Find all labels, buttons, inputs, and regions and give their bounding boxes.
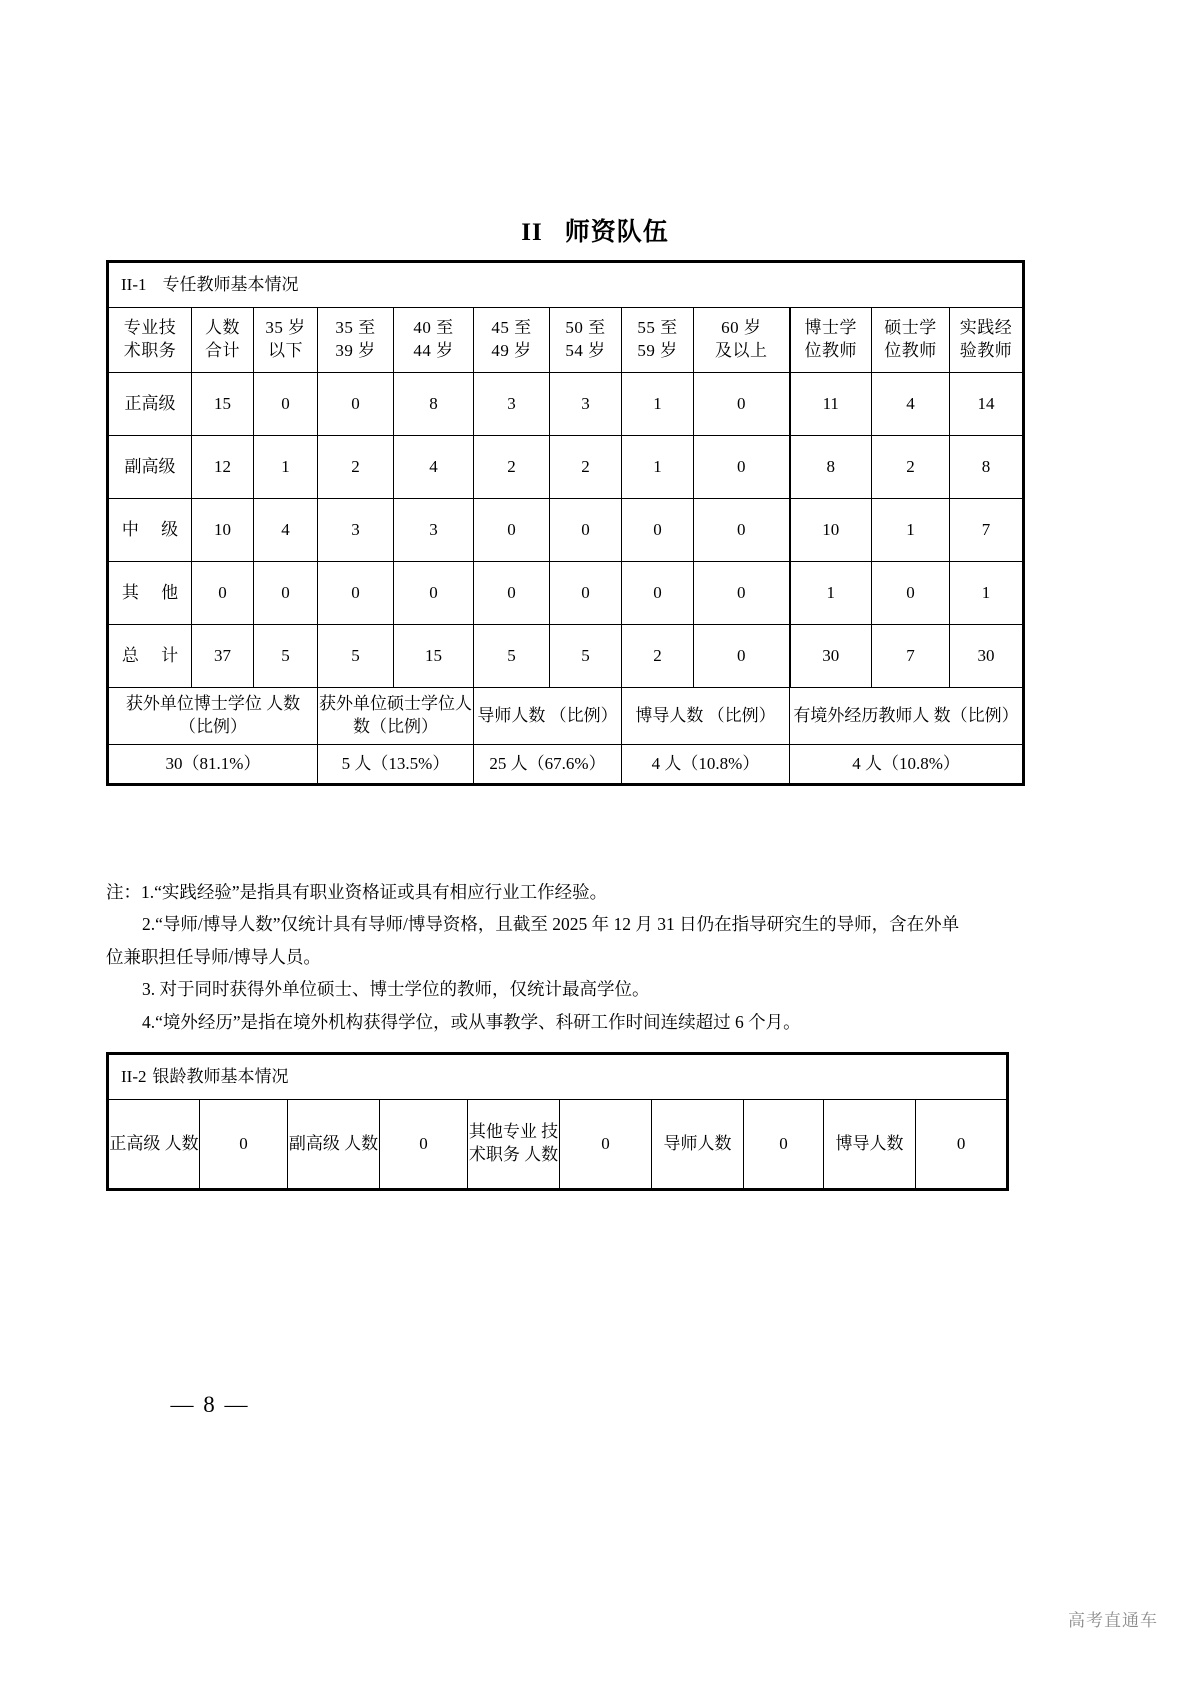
cell-50-54: 5 bbox=[550, 625, 622, 688]
label-line1: 博导人数 bbox=[835, 1133, 904, 1153]
cell-35-39: 5 bbox=[318, 625, 394, 688]
summary-header-overseas bbox=[790, 688, 1024, 745]
row-label: 其 他 bbox=[108, 562, 192, 625]
cell-under35: 4 bbox=[254, 499, 318, 562]
cell-60plus: 0 bbox=[694, 562, 790, 625]
table-ii-1-caption bbox=[108, 262, 1024, 308]
cell-under35: 1 bbox=[254, 436, 318, 499]
cell-practical: 30 bbox=[950, 625, 1024, 688]
col-header-practical bbox=[950, 308, 1024, 373]
table-ii-2 bbox=[106, 1052, 1009, 1191]
cell-50-54: 0 bbox=[550, 499, 622, 562]
col-header-line1: 50 至 bbox=[565, 318, 606, 338]
label-other-title-count bbox=[468, 1100, 560, 1190]
cell-masters: 2 bbox=[872, 436, 950, 499]
table-ii-2-data-row bbox=[108, 1100, 1008, 1190]
summary-header-external-doctorate bbox=[108, 688, 318, 745]
col-header-line2: 术职务 bbox=[123, 341, 177, 360]
summary-header-row bbox=[108, 688, 1024, 745]
cell-total: 0 bbox=[192, 562, 254, 625]
col-header-line1: 45 至 bbox=[491, 318, 532, 338]
col-header-age-60plus bbox=[694, 308, 790, 373]
summary-value-overseas: 4 人（10.8%） bbox=[790, 745, 1024, 785]
col-header-age-under35 bbox=[254, 308, 318, 373]
cell-masters: 1 bbox=[872, 499, 950, 562]
summary-value-external-masters: 5 人（13.5%） bbox=[318, 745, 474, 785]
table-ii-1-caption-text: 专任教师基本情况 bbox=[162, 274, 299, 294]
table-ii-2-caption-id: II-2 bbox=[121, 1066, 147, 1086]
summary-header-line1: 导师人数 bbox=[477, 705, 546, 725]
note-line-2: 2.“导师/博导人数”仅统计具有导师/博导资格，且截至 2025 年 12 月 31 日仍在指导研究生的导师，含在外单 bbox=[142, 914, 960, 935]
cell-doctorate: 8 bbox=[790, 436, 872, 499]
cell-45-49: 0 bbox=[474, 499, 550, 562]
table-row bbox=[108, 499, 1024, 562]
cell-under35: 0 bbox=[254, 373, 318, 436]
cell-doctorate: 10 bbox=[790, 499, 872, 562]
summary-header-line1: 获外单位博士学位 bbox=[125, 694, 262, 714]
col-header-title bbox=[108, 308, 192, 373]
col-header-line1: 实践经 bbox=[959, 318, 1013, 338]
col-header-line1: 40 至 bbox=[413, 318, 454, 338]
cell-60plus: 0 bbox=[694, 373, 790, 436]
cell-masters: 7 bbox=[872, 625, 950, 688]
summary-header-line2: （比例） bbox=[549, 705, 618, 725]
table-ii-1-notes bbox=[106, 876, 1036, 1038]
cell-40-44: 8 bbox=[394, 373, 474, 436]
cell-40-44: 4 bbox=[394, 436, 474, 499]
cell-masters: 4 bbox=[872, 373, 950, 436]
cell-total: 15 bbox=[192, 373, 254, 436]
cell-50-54: 2 bbox=[550, 436, 622, 499]
cell-doctorate: 1 bbox=[790, 562, 872, 625]
value-other-title-count: 0 bbox=[560, 1100, 652, 1190]
cell-doctorate: 11 bbox=[790, 373, 872, 436]
cell-45-49: 0 bbox=[474, 562, 550, 625]
cell-40-44: 0 bbox=[394, 562, 474, 625]
cell-practical: 1 bbox=[950, 562, 1024, 625]
table-ii-2-caption-row bbox=[108, 1054, 1008, 1100]
summary-value-phd-supervisors: 4 人（10.8%） bbox=[622, 745, 790, 785]
label-line2: 人数 bbox=[164, 1133, 199, 1153]
col-header-line1: 60 岁 bbox=[721, 318, 762, 338]
table-ii-1-caption-id: II-1 bbox=[121, 274, 147, 294]
label-line2: 技术职务 bbox=[468, 1122, 559, 1164]
summary-header-line2: 数（比例） bbox=[933, 705, 1019, 725]
cell-60plus: 0 bbox=[694, 436, 790, 499]
note-line-4: 3. 对于同时获得外单位硕士、博士学位的教师，仅统计最高学位。 bbox=[142, 979, 650, 1000]
table-row-total bbox=[108, 625, 1024, 688]
note-line-5: 4.“境外经历”是指在境外机构获得学位，或从事教学、科研工作时间连续超过 6 个月。 bbox=[142, 1011, 801, 1032]
value-senior-professor-count: 0 bbox=[200, 1100, 288, 1190]
label-line1: 正高级 bbox=[109, 1133, 161, 1153]
label-line1: 副高级 bbox=[288, 1133, 340, 1153]
cell-45-49: 2 bbox=[474, 436, 550, 499]
col-header-line2: 59 岁 bbox=[637, 341, 678, 360]
value-phd-supervisor-count: 0 bbox=[916, 1100, 1008, 1190]
summary-value-external-doctorate: 30（81.1%） bbox=[108, 745, 318, 785]
col-header-total bbox=[192, 308, 254, 373]
col-header-line2: 及以上 bbox=[715, 341, 768, 360]
table-row bbox=[108, 373, 1024, 436]
cell-total: 12 bbox=[192, 436, 254, 499]
row-label: 正高级 bbox=[108, 373, 192, 436]
cell-60plus: 0 bbox=[694, 499, 790, 562]
cell-total: 37 bbox=[192, 625, 254, 688]
row-label: 副高级 bbox=[108, 436, 192, 499]
label-line3: 人数 bbox=[524, 1145, 559, 1164]
label-associate-professor-count bbox=[288, 1100, 380, 1190]
table-ii-1-caption-row bbox=[108, 262, 1024, 308]
col-header-line2: 44 岁 bbox=[413, 341, 454, 360]
cell-55-59: 1 bbox=[622, 436, 694, 499]
label-line2: 人数 bbox=[344, 1133, 379, 1153]
cell-under35: 5 bbox=[254, 625, 318, 688]
col-header-line1: 55 至 bbox=[637, 318, 678, 338]
cell-practical: 7 bbox=[950, 499, 1024, 562]
summary-header-supervisors bbox=[474, 688, 622, 745]
cell-35-39: 0 bbox=[318, 562, 394, 625]
cell-35-39: 3 bbox=[318, 499, 394, 562]
summary-header-line2: 人数（比例） bbox=[179, 694, 301, 736]
col-header-line1: 35 至 bbox=[335, 318, 376, 338]
col-header-line2: 54 岁 bbox=[565, 341, 606, 360]
col-header-age-35-39 bbox=[318, 308, 394, 373]
section-numeral: II bbox=[521, 219, 543, 246]
table-row bbox=[108, 436, 1024, 499]
cell-45-49: 5 bbox=[474, 625, 550, 688]
cell-40-44: 15 bbox=[394, 625, 474, 688]
summary-value-supervisors: 25 人（67.6%） bbox=[474, 745, 622, 785]
page-title bbox=[0, 212, 1190, 248]
col-header-line1: 35 岁 bbox=[265, 318, 306, 338]
summary-header-line1: 获外单位硕士学位人 bbox=[319, 694, 472, 714]
table-row bbox=[108, 562, 1024, 625]
col-header-line2: 39 岁 bbox=[335, 341, 376, 360]
col-header-masters bbox=[872, 308, 950, 373]
col-header-line1: 人数 bbox=[205, 318, 240, 338]
col-header-age-45-49 bbox=[474, 308, 550, 373]
value-supervisor-count: 0 bbox=[744, 1100, 824, 1190]
col-header-line2: 49 岁 bbox=[491, 341, 532, 360]
col-header-line1: 硕士学 bbox=[884, 318, 937, 338]
col-header-line2: 位教师 bbox=[884, 341, 937, 360]
cell-doctorate: 30 bbox=[790, 625, 872, 688]
summary-header-line1: 博导人数 bbox=[635, 705, 704, 725]
cell-60plus: 0 bbox=[694, 625, 790, 688]
section-title-text: 师资队伍 bbox=[564, 219, 669, 246]
col-header-line2: 验教师 bbox=[959, 341, 1013, 360]
cell-55-59: 2 bbox=[622, 625, 694, 688]
label-line1: 导师人数 bbox=[663, 1133, 732, 1153]
summary-header-line2: 数（比例） bbox=[353, 717, 438, 736]
cell-50-54: 3 bbox=[550, 373, 622, 436]
cell-50-54: 0 bbox=[550, 562, 622, 625]
col-header-line2: 位教师 bbox=[804, 341, 857, 360]
cell-total: 10 bbox=[192, 499, 254, 562]
col-header-age-55-59 bbox=[622, 308, 694, 373]
col-header-line2: 合计 bbox=[205, 341, 240, 360]
col-header-doctorate bbox=[790, 308, 872, 373]
table-ii-1 bbox=[106, 260, 1025, 786]
page-number: — 8 — bbox=[170, 1392, 250, 1417]
row-label: 中 级 bbox=[108, 499, 192, 562]
note-line-1: 注：1.“实践经验”是指具有职业资格证或具有相应行业工作经验。 bbox=[106, 882, 608, 902]
cell-55-59: 1 bbox=[622, 373, 694, 436]
summary-header-line1: 有境外经历教师人 bbox=[793, 705, 930, 725]
summary-value-row bbox=[108, 745, 1024, 785]
table-ii-2-wrapper bbox=[106, 1052, 1006, 1191]
col-header-line1: 博士学 bbox=[804, 318, 857, 338]
summary-header-line2: （比例） bbox=[707, 705, 776, 725]
col-header-age-40-44 bbox=[394, 308, 474, 373]
cell-masters: 0 bbox=[872, 562, 950, 625]
summary-header-phd-supervisors bbox=[622, 688, 790, 745]
label-line1: 其他专业 bbox=[468, 1122, 537, 1142]
label-supervisor-count bbox=[652, 1100, 744, 1190]
cell-55-59: 0 bbox=[622, 499, 694, 562]
cell-35-39: 2 bbox=[318, 436, 394, 499]
cell-35-39: 0 bbox=[318, 373, 394, 436]
table-ii-2-caption-text: 银龄教师基本情况 bbox=[152, 1066, 289, 1086]
cell-40-44: 3 bbox=[394, 499, 474, 562]
col-header-line1: 专业技 bbox=[123, 318, 177, 338]
summary-header-external-masters bbox=[318, 688, 474, 745]
table-ii-1-header-row bbox=[108, 308, 1024, 373]
cell-under35: 0 bbox=[254, 562, 318, 625]
row-label: 总 计 bbox=[108, 625, 192, 688]
cell-55-59: 0 bbox=[622, 562, 694, 625]
table-ii-2-caption bbox=[108, 1054, 1008, 1100]
col-header-age-50-54 bbox=[550, 308, 622, 373]
cell-45-49: 3 bbox=[474, 373, 550, 436]
cell-practical: 14 bbox=[950, 373, 1024, 436]
value-associate-professor-count: 0 bbox=[380, 1100, 468, 1190]
col-header-line2: 以下 bbox=[268, 341, 303, 360]
note-line-3: 位兼职担任导师/博导人员。 bbox=[106, 946, 321, 967]
cell-practical: 8 bbox=[950, 436, 1024, 499]
watermark: 高考直通车 bbox=[1068, 1611, 1158, 1630]
label-senior-professor-count bbox=[108, 1100, 200, 1190]
label-phd-supervisor-count bbox=[824, 1100, 916, 1190]
table-ii-1-wrapper bbox=[106, 260, 1022, 786]
